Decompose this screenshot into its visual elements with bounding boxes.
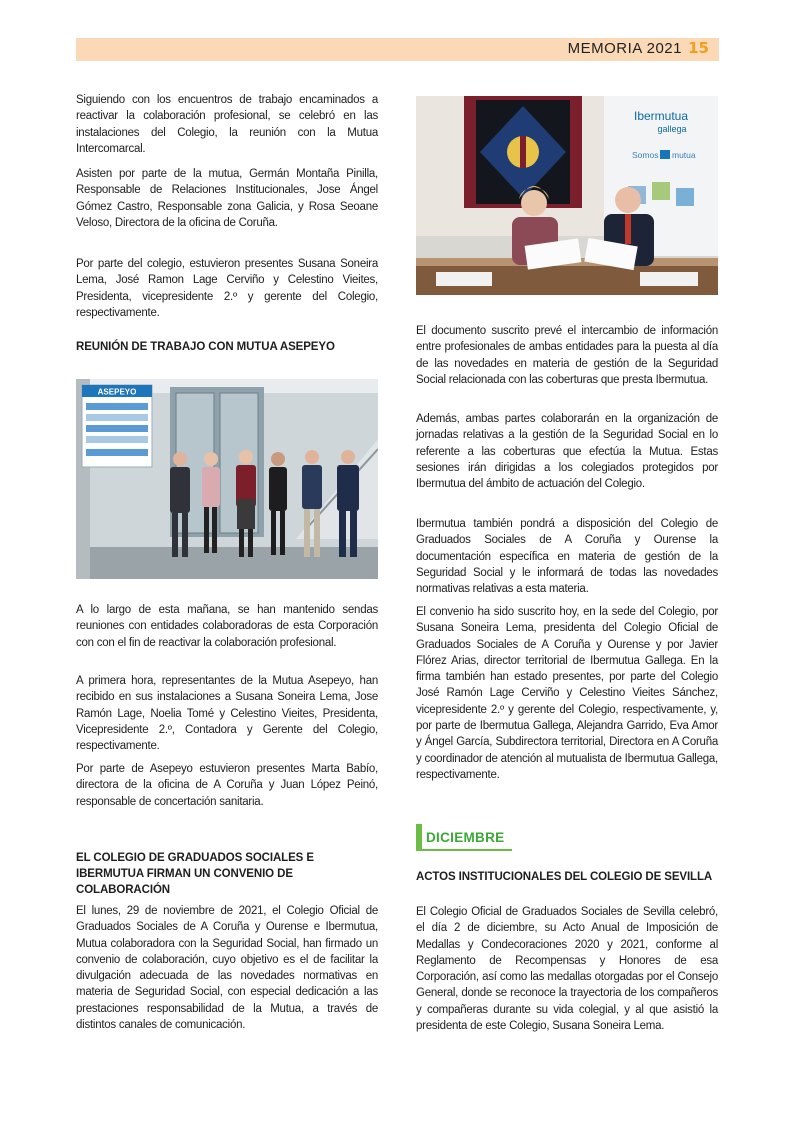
publication-title: MEMORIA 2021 — [567, 40, 682, 57]
svg-text:Somos: Somos — [632, 150, 659, 160]
month-label: DICIEMBRE — [426, 830, 505, 845]
sevilla-heading: ACTOS INSTITUCIONALES DEL COLEGIO DE SEVILLA — [416, 871, 713, 883]
svg-text:mutua: mutua — [672, 150, 696, 160]
asepeyo-paragraph-2: A primera hora, representantes de la Mutua Asepeyo, han recibido en sus instalaciones a Susana Soneira Lema, Jose Ramón Lage, Noelia Tomé y Celestino Vieites, Presidenta, Vicepresidente 2.º, Contadora y Gerente del Colegio, respectivamente. — [76, 675, 378, 753]
asepeyo-paragraph-3: Por parte de Asepeyo estuvieron presentes Marta Babío, directora de la oficina de A Coruña y Juan López Peinó, responsable de concertación sanitaria. — [76, 763, 378, 808]
page-header — [76, 38, 719, 61]
svg-text:ASEPEYO: ASEPEYO — [97, 387, 137, 397]
month-accent-bar — [416, 824, 422, 851]
page-number: 15 — [688, 39, 709, 57]
month-underline — [422, 849, 512, 851]
month-divider — [416, 824, 512, 851]
signing-photo — [416, 96, 718, 295]
ibermutua-paragraph-3: Ibermutua también pondrá a disposición del Colegio de Graduados Sociales de A Coruña y Ourense la documentación específica en materia de gestión de la Seguridad Social y le informará de todas las novedades normativas relativas a esta materia. — [416, 518, 718, 596]
ibermutua-paragraph-4: El convenio ha sido suscrito hoy, en la sede del Colegio, por Susana Soneira Lema, presidenta del Colegio Oficial de Graduados Sociales de A Coruña y Ourense y por Javier Flórez Arias, director territorial de Ibermutua Gallega. En la firma también han estado presentes, por parte del Colegio José Ramón Lage Cerviño y Celestino Vieites Sánchez, vicepresidente 2.º y gerente del Colegio, respectivamente, y, por parte de Ibermutua Gallega, Alejandra Garrido, Eva Amor y Ángel García, Subdirectora territorial, Directora en A Coruña y coordinador de atención al mutualista de Ibermutua Gallega, respectivamente. — [416, 606, 718, 781]
ibermutua-heading: EL COLEGIO DE GRADUADOS SOCIALES E IBERMUTUA FIRMAN UN CONVENIO DE COLABORACIÓN — [76, 852, 314, 896]
ibermutua-paragraph-1: El documento suscrito prevé el intercambio de información entre profesionales de ambas entidades para la puesta al día de las novedades en materia de gestión de la Seguridad Social relacionada con las coberturas que presta Ibermutua. — [416, 325, 718, 386]
ibermutua-paragraph-2: Además, ambas partes colaborarán en la organización de jornadas relativas a la gestión de la Seguridad Social en lo referente a las coberturas que efectúa la Mutua. Estas sesiones irán dirigidas a los colegiados protegidos por Ibermutua del ámbito de actuación del Colegio. — [416, 413, 718, 491]
sevilla-paragraph: El Colegio Oficial de Graduados Sociales de Sevilla celebró, el día 2 de diciembre, su Acto Anual de Imposición de Medallas y Condecoraciones 2020 y 2021, conforme al Reglamento de Recompensas y Honores de esa Corporación, así como las medallas otorgadas por el Consejo General, donde se reconoce la trayectoria de los compañeros y compañeras durante su vida colegial, y al que asistió la presidenta de este Colegio, Susana Soneira Lema. — [416, 906, 718, 1033]
asepeyo-heading: REUNIÓN DE TRABAJO CON MUTUA ASEPEYO — [76, 341, 335, 353]
intro-paragraph-1: Siguiendo con los encuentros de trabajo encaminados a reactivar la colaboración profesional, se celebró en las instalaciones del Colegio, la reunión con la Mutua Intercomarcal. — [76, 94, 378, 155]
svg-text:gallega: gallega — [657, 124, 687, 134]
asepeyo-meeting-photo — [76, 379, 378, 579]
intro-paragraph-2: Asisten por parte de la mutua, Germán Montaña Pinilla, Responsable de Relaciones Institucionales, Jose Ángel Gómez Castro, Responsable zona Galicia, y Rosa Seoane Veloso, Directora de la oficina de Coruña. — [76, 168, 378, 229]
ibermutua-paragraph-intro: El lunes, 29 de noviembre de 2021, el Colegio Oficial de Graduados Sociales de A Coruña y Ourense e Ibermutua, Mutua colaboradora con la Seguridad Social, han firmado un convenio de colaboración, cuyo objetivo es el de facilitar la divulgación adecuada de las novedades normativas en materia de Seguridad Social, con especial dedicación a las prestaciones responsabilidad de la Mutua, a través de distintos canales de comunicación. — [76, 905, 378, 1032]
asepeyo-paragraph-1: A lo largo de esta mañana, se han mantenido sendas reuniones con entidades colaboradoras de esta Corporación con con el fin de reactivar la colaboración profesional. — [76, 604, 378, 649]
intro-paragraph-3: Por parte del colegio, estuvieron presentes Susana Soneira Lema, José Ramon Lage Cerviño y Celestino Vieites, Presidenta, vicepresidente 2.º y gerente del Colegio, respectivamente. — [76, 258, 378, 319]
svg-text:Ibermutua: Ibermutua — [633, 109, 689, 123]
